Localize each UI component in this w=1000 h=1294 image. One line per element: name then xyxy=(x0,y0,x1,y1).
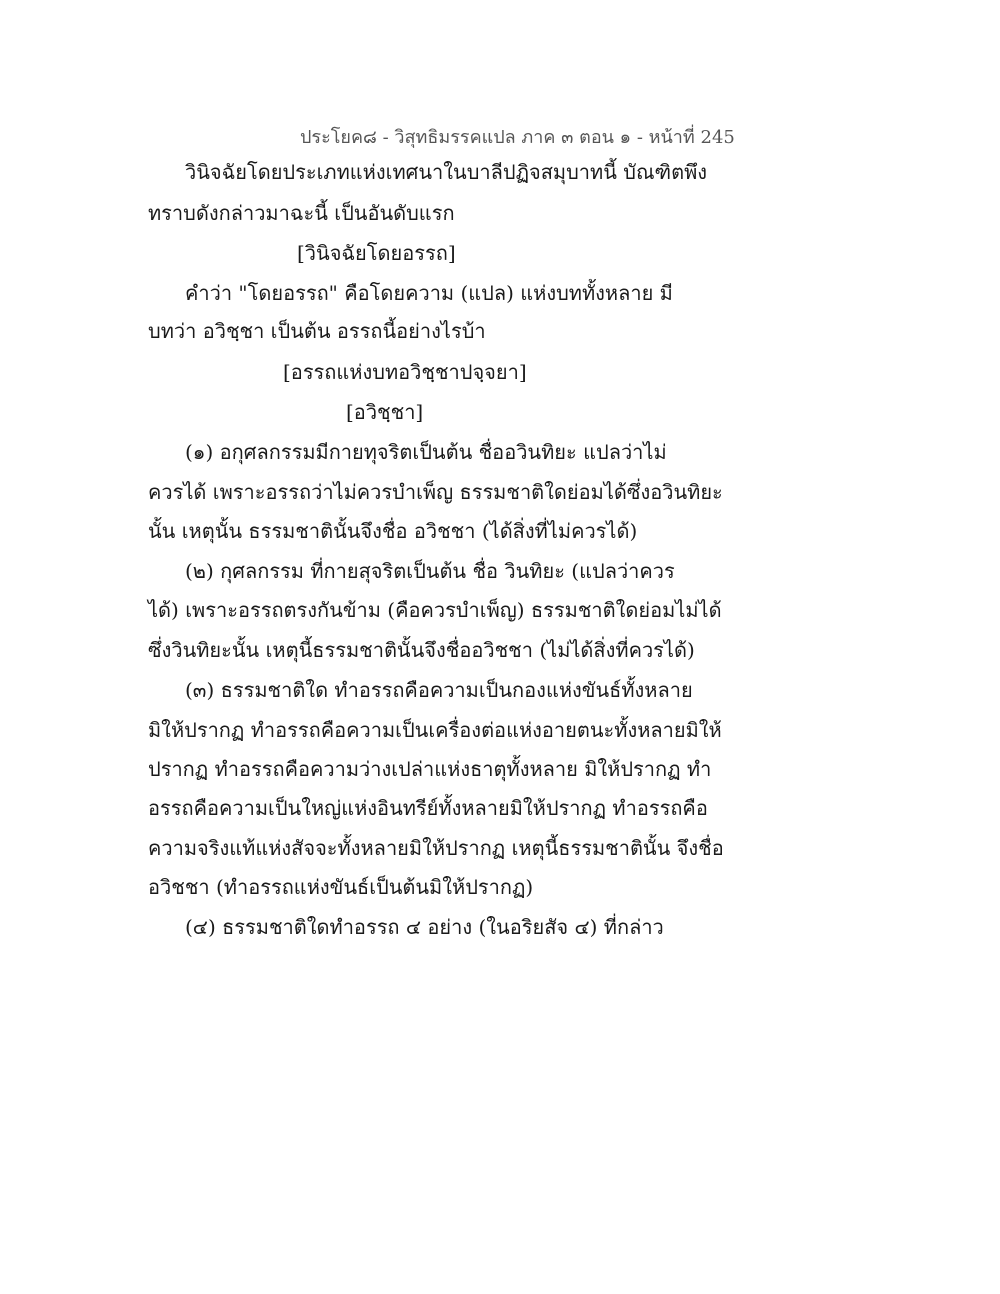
text-line: (๒) กุศลกรรม ที่กายสุจริตเป็นต้น ชื่อ วินทิยะ (แปลว่าควร xyxy=(185,559,675,583)
text-line: (๓) ธรรมชาติใด ทำอรรถคือความเป็นกองแห่งขันธ์ทั้งหลาย xyxy=(185,678,693,702)
text-line: ได้) เพราะอรรถตรงกันข้าม (คือควรบำเพ็ญ) ธรรมชาติใดย่อมไม่ได้ xyxy=(148,598,722,622)
text-line: อรรถคือความเป็นใหญ่แห่งอินทรีย์ทั้งหลายมิให้ปรากฏ ทำอรรถคือ xyxy=(148,796,708,820)
text-line: ทราบดังกล่าวมาฉะนี้ เป็นอันดับแรก xyxy=(148,201,455,225)
text-line: คำว่า "โดยอรรถ" คือโดยความ (แปล) แห่งบททั้งหลาย มี xyxy=(185,281,673,305)
text-line: ความจริงแท้แห่งสัจจะทั้งหลายมิให้ปรากฏ เหตุนี้ธรรมชาตินั้น จึงชื่อ xyxy=(148,836,724,860)
text-line: อวิชชา (ทำอรรถแห่งขันธ์เป็นต้นมิให้ปรากฏ) xyxy=(148,875,534,899)
section-heading: [อวิชฺชา] xyxy=(346,400,424,424)
text-line: ควรได้ เพราะอรรถว่าไม่ควรบำเพ็ญ ธรรมชาติใดย่อมได้ซึ่งอวินทิยะ xyxy=(148,480,723,504)
text-line: ปรากฏ ทำอรรถคือความว่างเปล่าแห่งธาตุทั้งหลาย มิให้ปรากฏ ทำ xyxy=(148,757,712,781)
text-line: (๔) ธรรมชาติใดทำอรรถ ๔ อย่าง (ในอริยสัจ ๔) ที่กล่าว xyxy=(185,915,664,939)
text-line: ซึ่งวินทิยะนั้น เหตุนี้ธรรมชาตินั้นจึงชื่ออวิชชา (ไม่ได้สิ่งที่ควรได้) xyxy=(148,638,695,662)
text-line: บทว่า อวิชฺชา เป็นต้น อรรถนี้อย่างไรบ้า xyxy=(148,319,486,343)
text-line: มิให้ปรากฏ ทำอรรถคือความเป็นเครื่องต่อแห่งอายตนะทั้งหลายมิให้ xyxy=(148,718,722,742)
section-heading: [วินิจฉัยโดยอรรถ] xyxy=(297,241,456,265)
section-heading: [อรรถแห่งบทอวิชฺชาปจฺจยา] xyxy=(283,360,527,384)
text-line: (๑) อกุศลกรรมมีกายทุจริตเป็นต้น ชื่ออวินทิยะ แปลว่าไม่ xyxy=(185,440,667,464)
text-line: นั้น เหตุนั้น ธรรมชาตินั้นจึงชื่อ อวิชชา (ได้สิ่งที่ไม่ควรได้) xyxy=(148,519,638,543)
page-header: ประโยค๘ - วิสุทธิมรรคแปล ภาค ๓ ตอน ๑ - หน้าที่ 245 xyxy=(300,127,735,148)
text-line: วินิจฉัยโดยประเภทแห่งเทศนาในบาลีปฏิจสมุบาทนี้ บัณฑิตพึง xyxy=(185,160,708,184)
